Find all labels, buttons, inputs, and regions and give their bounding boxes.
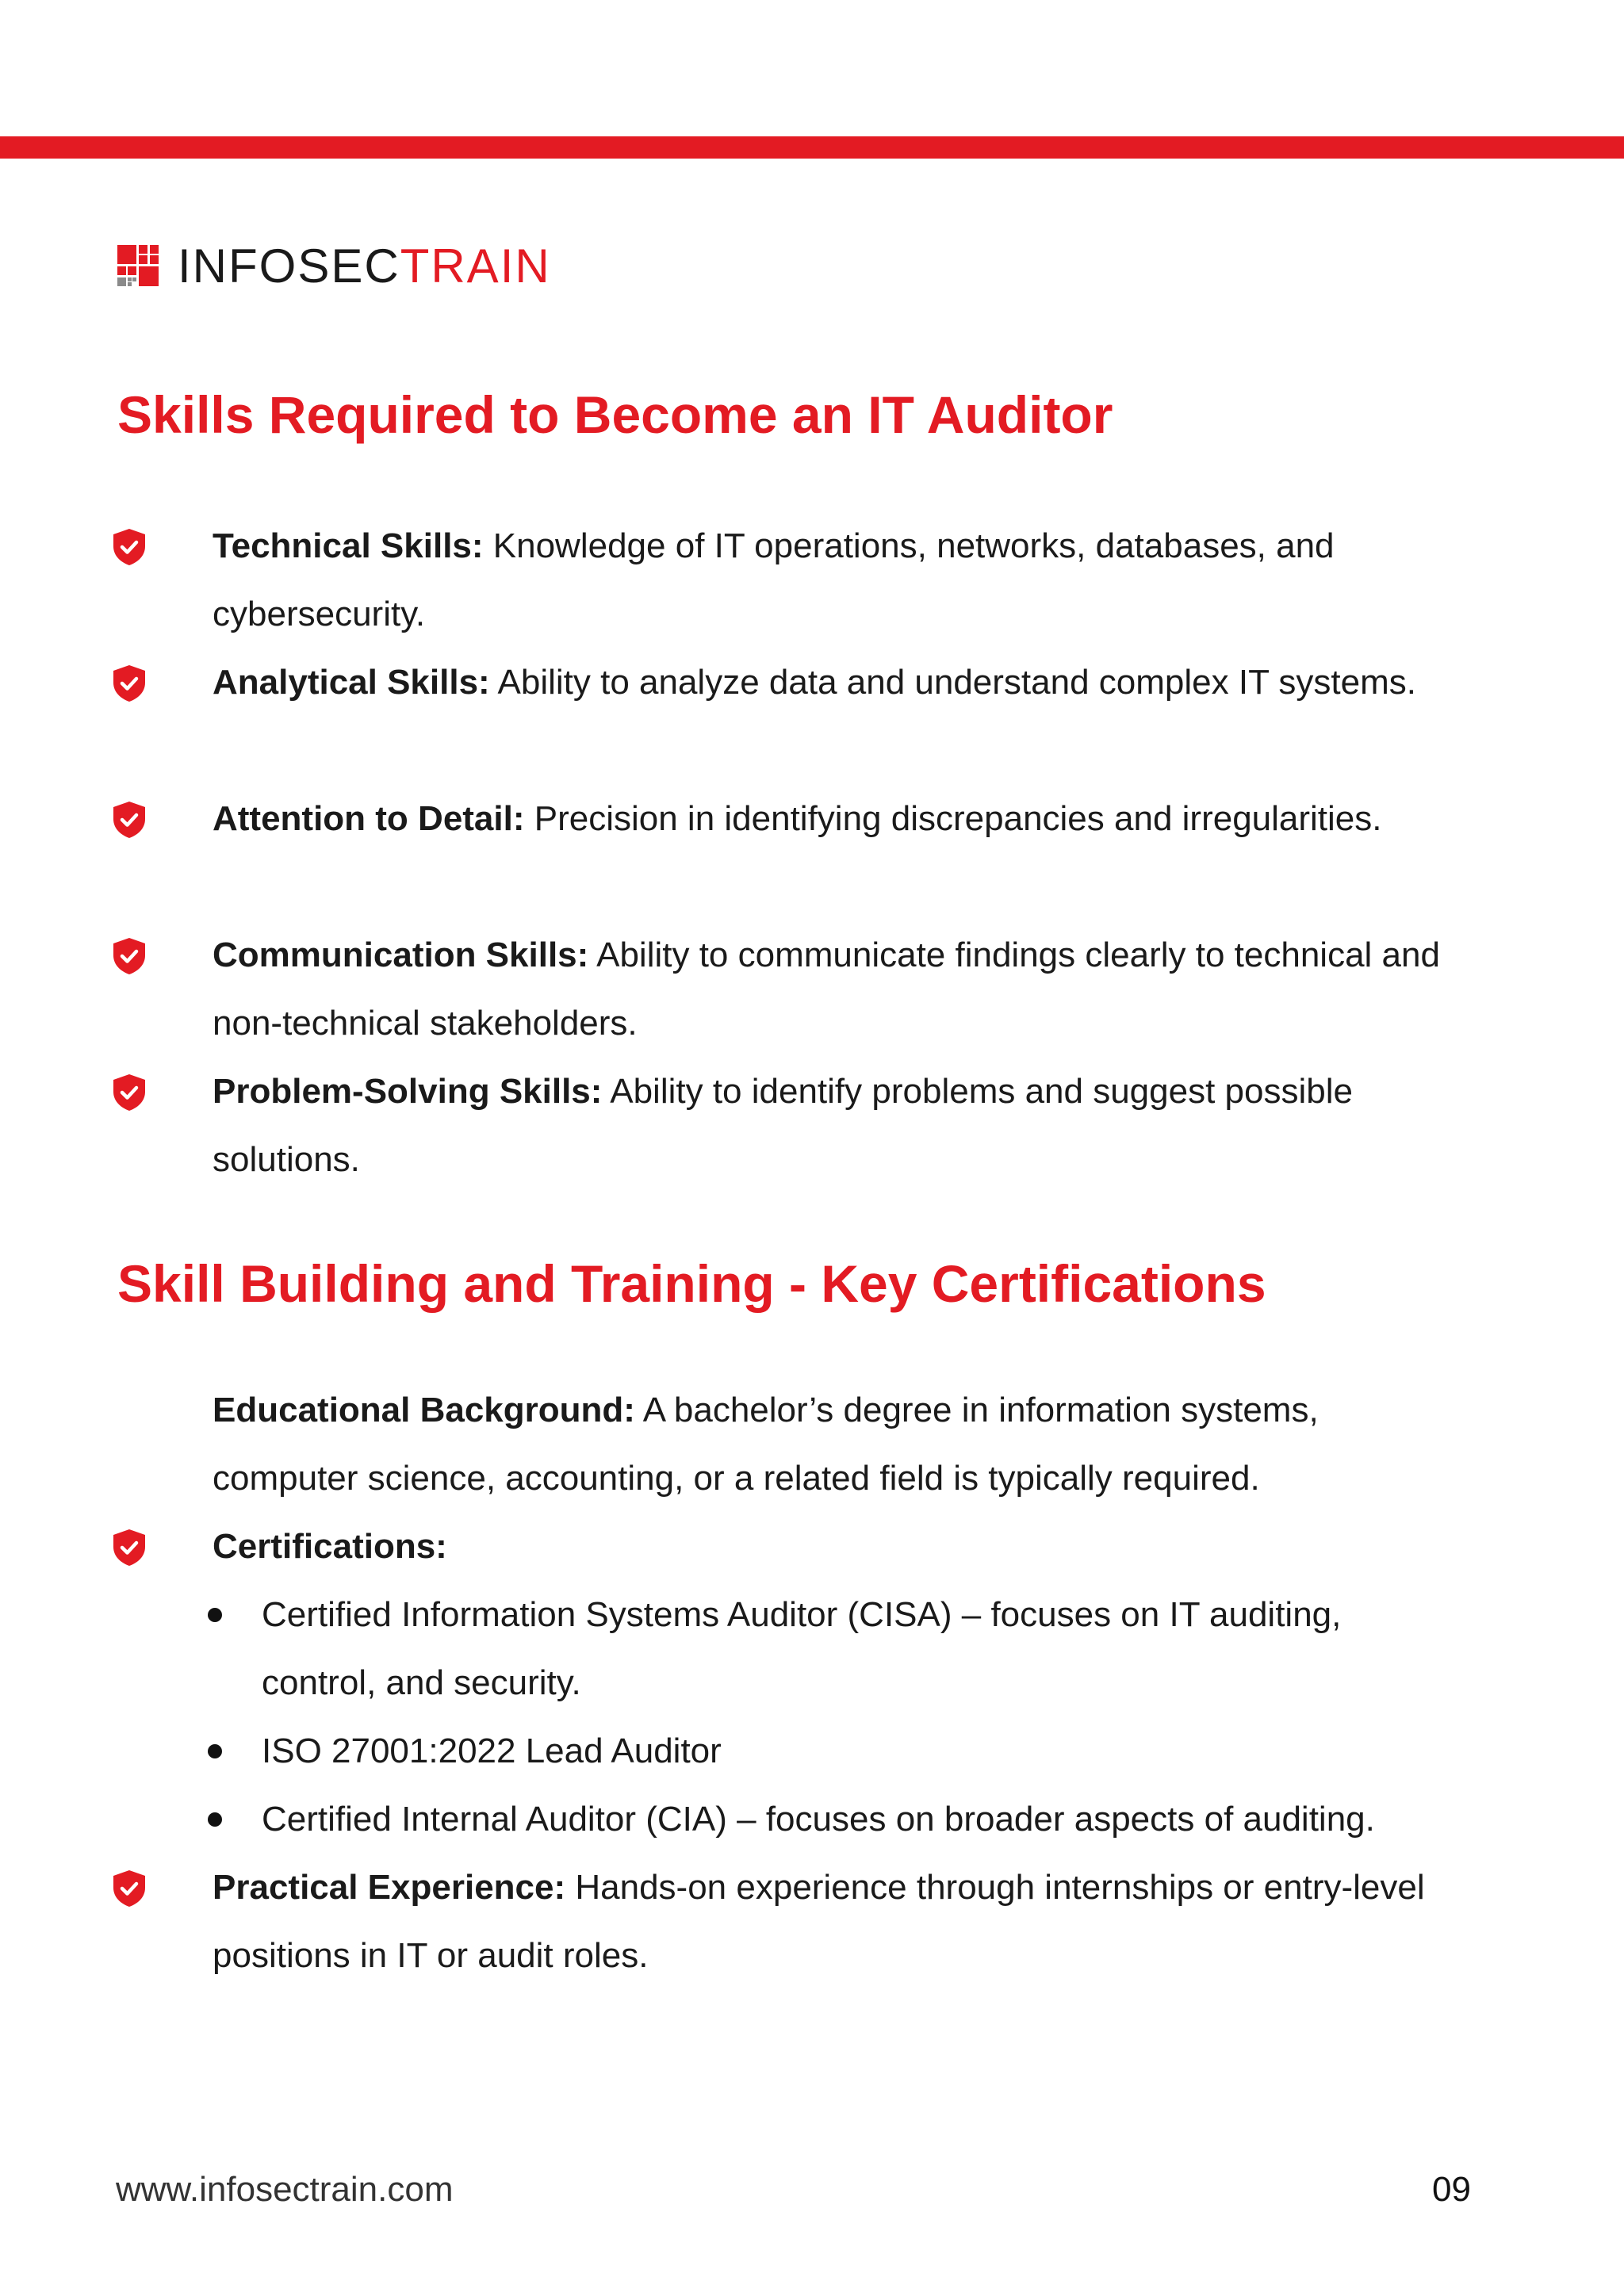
item-label: Communication Skills: (213, 936, 589, 974)
bullet-text: ISO 27001:2022 Lead Auditor (262, 1732, 722, 1770)
education-item (213, 1376, 1450, 1513)
shield-check-icon (111, 527, 147, 567)
brand-name-part2: TRAIN (400, 239, 551, 293)
skill-item-communication (213, 921, 1450, 1058)
infosectrain-logo-icon (117, 245, 160, 288)
skill-item-analytical (213, 649, 1450, 717)
item-label: Analytical Skills: (213, 663, 490, 702)
item-text: Ability to analyze data and understand complex IT systems. (489, 663, 1416, 702)
bullet-text: Certified Information Systems Auditor (CISA) – focuses on IT auditing, control, and security. (262, 1595, 1342, 1702)
item-label: Attention to Detail: (213, 799, 525, 838)
item-text: Ability to communicate findings clearly to technical and non-technical stakeholders. (213, 936, 1440, 1043)
section-title-certifications: Skill Building and Training - Key Certifications (117, 1254, 1266, 1313)
shield-check-icon (111, 936, 147, 976)
skill-item-detail (213, 785, 1450, 853)
page-number: 09 (1432, 2170, 1471, 2209)
bullet-dot (208, 1744, 222, 1758)
section-title-skills: Skills Required to Become an IT Auditor (117, 385, 1113, 444)
bullet-dot (208, 1608, 222, 1622)
item-label: Practical Experience: (213, 1868, 566, 1907)
footer-website-link[interactable]: www.infosectrain.com (116, 2170, 454, 2209)
shield-check-icon (111, 1073, 147, 1112)
shield-check-icon (111, 1528, 147, 1567)
item-label: Technical Skills: (213, 526, 484, 565)
shield-check-icon (111, 664, 147, 703)
item-text: Ability to identify problems and suggest possible solutions. (213, 1072, 1353, 1179)
bullet-dot (208, 1812, 222, 1827)
brand-wordmark (178, 239, 551, 293)
top-accent-bar (0, 136, 1624, 159)
skill-item-problem-solving (213, 1058, 1450, 1194)
shield-check-icon (111, 1869, 147, 1908)
item-text: Knowledge of IT operations, networks, databases, and cybersecurity. (213, 526, 1335, 633)
skill-item-technical (213, 512, 1450, 649)
item-text: Hands-on experience through internships or entry-level positions in IT or audit roles. (213, 1868, 1425, 1975)
shield-check-icon (111, 800, 147, 840)
certification-bullet-cia (262, 1785, 1451, 1854)
brand-header (117, 239, 551, 293)
item-label: Educational Background: (213, 1391, 635, 1429)
brand-name-part1: INFOSEC (178, 239, 400, 293)
item-label: Certifications: (213, 1527, 447, 1566)
item-label: Problem-Solving Skills: (213, 1072, 603, 1111)
bullet-text: Certified Internal Auditor (CIA) – focuses on broader aspects of auditing. (262, 1800, 1375, 1839)
item-text: A bachelor’s degree in information systems, computer science, accounting, or a related field is typically required. (213, 1391, 1319, 1498)
certifications-item (213, 1513, 1450, 1581)
item-text: Precision in identifying discrepancies and irregularities. (524, 799, 1382, 838)
certification-bullet-cisa (262, 1581, 1451, 1717)
certification-bullet-iso (262, 1717, 1451, 1785)
experience-item (213, 1854, 1450, 1990)
